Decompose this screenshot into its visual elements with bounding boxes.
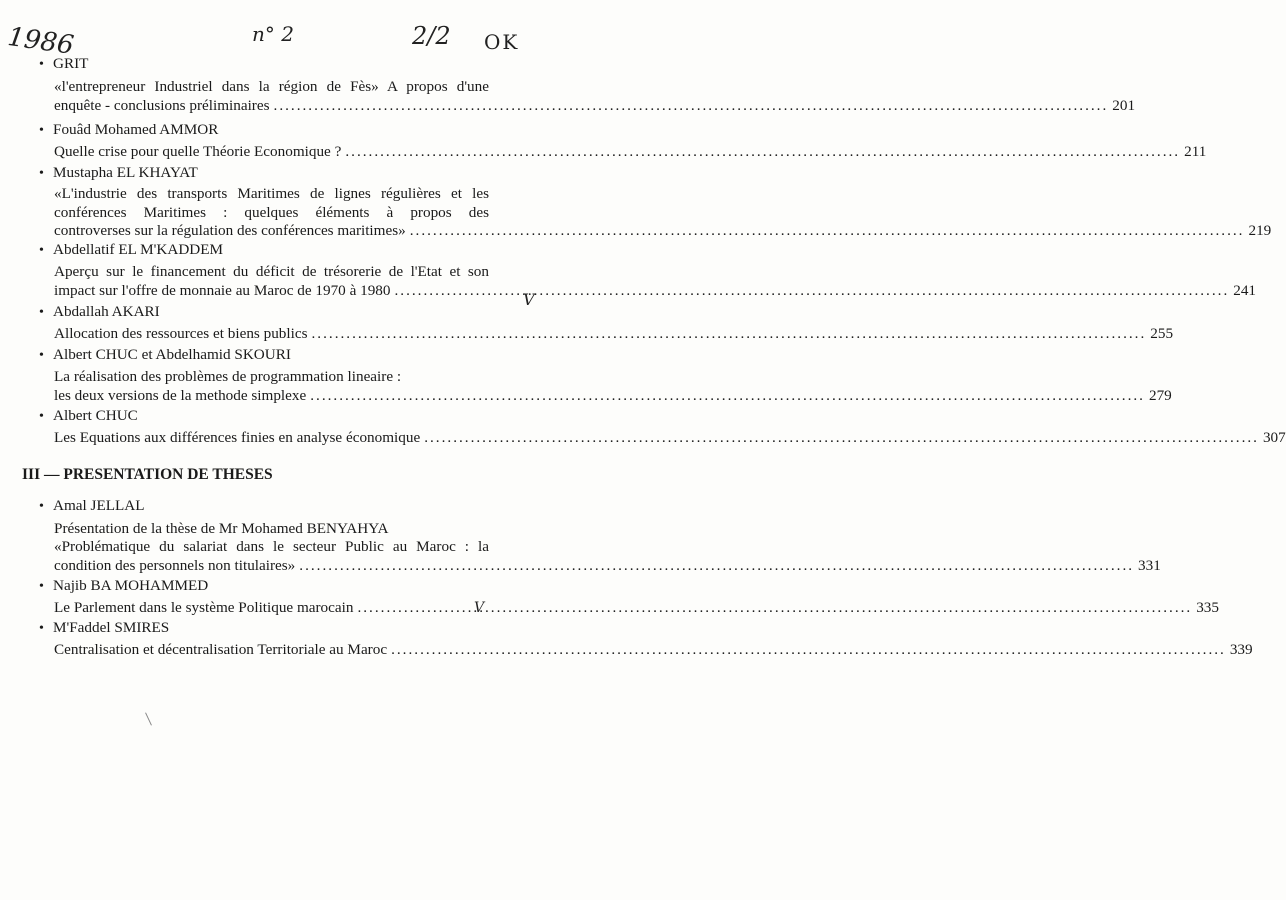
handwritten-check-mark: V [523, 290, 535, 309]
toc-author: • Abdallah AKARI [39, 303, 160, 320]
handwritten-ok: OK [484, 30, 520, 54]
page-number: 307 [1262, 429, 1286, 446]
handwritten-fraction: 2/2 [412, 22, 451, 50]
section-heading: III — PRESENTATION DE THESES [22, 466, 273, 483]
bullet-icon: • [39, 305, 44, 320]
leader-dots [424, 429, 1259, 447]
toc-entry-line[interactable]: controverses sur la régulation des conférences maritimes» ..... 219 [54, 222, 513, 240]
page-number: 279 [1148, 387, 1172, 404]
toc-author: • Abdellatif EL M'KADDEM [39, 241, 224, 258]
page-number: 219 [1248, 222, 1272, 239]
page-number: 255 [1150, 325, 1174, 342]
toc-entry-line[interactable]: Les Equations aux différences finies en analyse économique ..... 307 [54, 429, 513, 447]
bullet-icon: • [39, 166, 44, 181]
leader-dots [410, 222, 1245, 240]
bullet-icon: • [39, 123, 44, 138]
bullet-icon: • [39, 348, 44, 363]
toc-author: • Albert CHUC [39, 407, 138, 424]
toc-entry-line[interactable]: enquête - conclusions préliminaires ..... 201 [54, 97, 513, 115]
page-number: 201 [1112, 97, 1136, 114]
page-number: 241 [1233, 282, 1257, 299]
toc-author: • Mustapha EL KHAYAT [39, 164, 198, 181]
bullet-icon: • [39, 499, 44, 514]
handwritten-issue-number: n° 2 [252, 22, 294, 46]
bullet-icon: • [39, 243, 44, 258]
toc-author: • Albert CHUC et Abdelhamid SKOURI [39, 346, 291, 363]
leader-dots [310, 387, 1145, 405]
leader-dots [299, 557, 1134, 575]
toc-title-line: «L'industrie des transports Maritimes de lignes régulières et les [54, 185, 489, 202]
toc-title-line: conférences Maritimes : quelques éléments à propos des [54, 204, 489, 221]
toc-entry-line[interactable]: Allocation des ressources et biens publics ..... 255 [54, 325, 513, 343]
toc-author: • GRIT [39, 55, 89, 72]
handwritten-year: 1986 [5, 22, 76, 61]
toc-entry-line[interactable]: condition des personnels non titulaires» ..... 331 [54, 557, 513, 575]
toc-author: • M'Faddel SMIRES [39, 619, 170, 636]
toc-author: • Fouâd Mohamed AMMOR [39, 121, 219, 138]
leader-dots [312, 325, 1147, 343]
toc-entry-line[interactable]: les deux versions de la methode simplexe ..... 279 [54, 387, 513, 405]
toc-title-line: La réalisation des problèmes de programmation lineaire : [54, 368, 402, 385]
leader-dots [345, 143, 1180, 161]
handwritten-check-mark-335: V [474, 600, 485, 616]
page-number: 339 [1229, 641, 1253, 658]
stray-pen-stroke [145, 712, 152, 725]
bullet-icon: • [39, 57, 44, 72]
leader-dots [394, 282, 1229, 300]
page-number: 211 [1184, 143, 1207, 160]
page-number: 331 [1138, 557, 1161, 574]
toc-entry-line[interactable]: Centralisation et décentralisation Territoriale au Maroc ..... 339 [54, 641, 513, 659]
toc-entry-line[interactable]: impact sur l'offre de monnaie au Maroc de 1970 à 1980 ..... 241 [54, 282, 513, 300]
toc-entry-line[interactable]: Le Parlement dans le système Politique marocain ..... 335 [54, 599, 513, 617]
toc-author: • Najib BA MOHAMMED [39, 577, 209, 594]
toc-title-line: Présentation de la thèse de Mr Mohamed BENYAHYA [54, 520, 389, 537]
bullet-icon: • [39, 579, 44, 594]
leader-dots [391, 641, 1226, 659]
toc-title-line: «l'entrepreneur Industriel dans la région de Fès» A propos d'une [54, 78, 489, 95]
toc-entry-line[interactable]: Quelle crise pour quelle Théorie Economique ? ..... 211 [54, 143, 513, 161]
toc-title-line: «Problématique du salariat dans le secteur Public au Maroc : la [54, 538, 489, 555]
leader-dots [357, 599, 1192, 617]
leader-dots [274, 97, 1109, 115]
page-number: 335 [1196, 599, 1219, 616]
bullet-icon: • [39, 621, 44, 636]
bullet-icon: • [39, 409, 44, 424]
toc-title-line: Aperçu sur le financement du déficit de trésorerie de l'Etat et son [54, 263, 489, 280]
toc-author: • Amal JELLAL [39, 497, 145, 514]
